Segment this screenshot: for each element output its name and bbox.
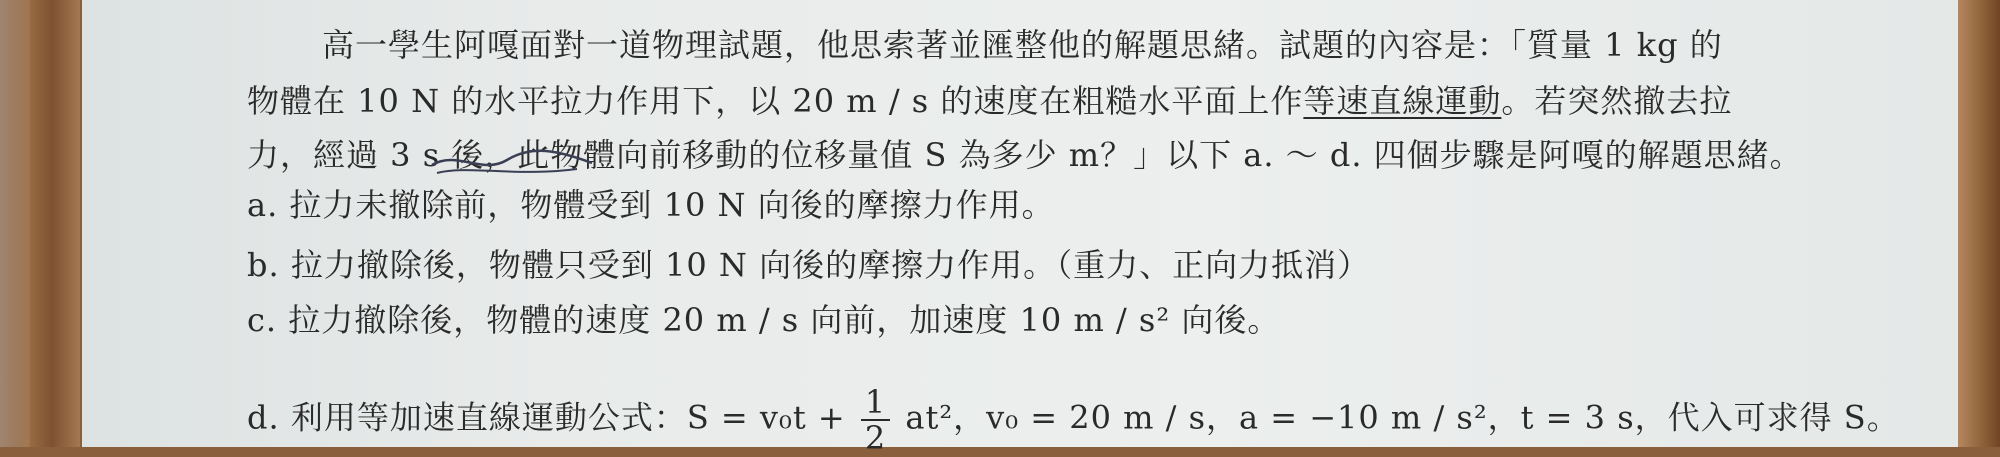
line2-tail: 。若突然撤去拉 bbox=[1501, 82, 1733, 120]
paragraph-line-2 bbox=[247, 76, 1732, 122]
pen-scribble bbox=[427, 135, 597, 185]
step-d-suffix: at²，v₀ = 20 m / s，a = −10 m / s²，t = 3 s，代入可求得 S。 bbox=[905, 398, 1900, 437]
step-c: c. 拉力撤除後，物體的速度 20 m / s 向前，加速度 10 m / s² 向後。 bbox=[247, 301, 1281, 339]
wood-background-right bbox=[1958, 0, 2000, 447]
step-d-prefix: d. 利用等加速直線運動公式：S = v₀t + bbox=[247, 398, 846, 437]
paragraph-line-1: 高一學生阿嘎面對一道物理試題，他思索著並匯整他的解題思緒。試題的內容是：「質量 1 kg 的 bbox=[322, 26, 1723, 64]
plastic-sleeve bbox=[0, 0, 30, 447]
fraction-denominator: 2 bbox=[864, 419, 887, 457]
paragraph-line-3: 力，經過 3 s 後，此物體向前移動的位移量值 S 為多少 m？」以下 a. ～ d. 四個步驟是阿嘎的解題思緒。 bbox=[247, 136, 1803, 174]
step-d bbox=[247, 385, 1900, 455]
fraction-one-half bbox=[861, 385, 890, 455]
step-b: b. 拉力撤除後，物體只受到 10 N 向後的摩擦力作用。（重力、正向力抵消） bbox=[247, 246, 1371, 284]
step-a: a. 拉力未撤除前，物體受到 10 N 向後的摩擦力作用。 bbox=[247, 186, 1055, 224]
exam-paper bbox=[82, 0, 1958, 457]
underlined-phrase: 等速直線運動 bbox=[1303, 82, 1502, 120]
fraction-numerator: 1 bbox=[861, 385, 890, 421]
line2-text: 物體在 10 N 的水平拉力作用下，以 20 m / s 的速度在粗糙水平面上作 bbox=[247, 82, 1304, 120]
